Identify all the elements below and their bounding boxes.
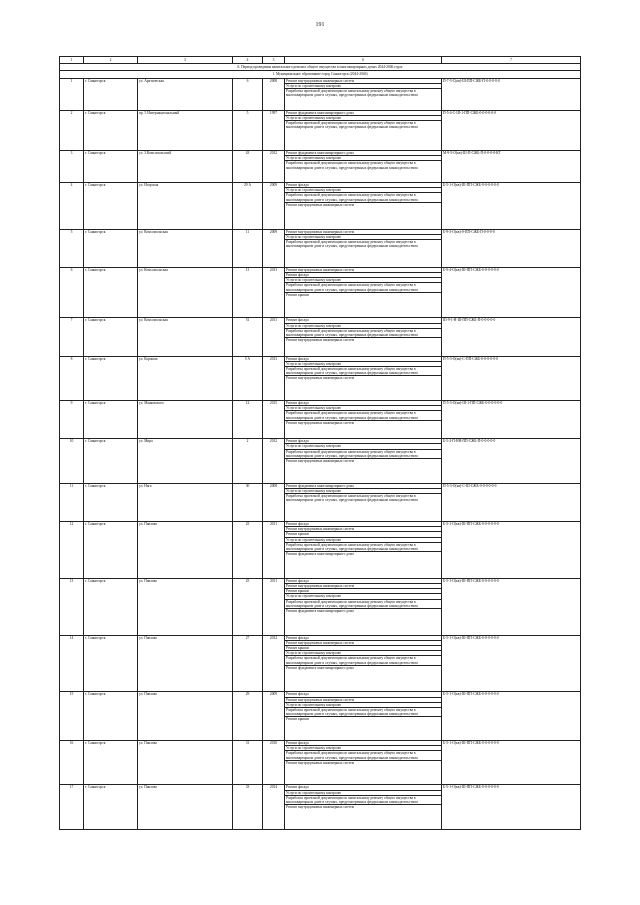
building-code: Ш-9-1-Н-Ш-ПП-СЖБ-П-0-0-0-0-0	[443, 318, 496, 323]
work-item: Ремонт фундамента многоквартирного дома	[286, 608, 354, 613]
year-cell: 2013	[263, 267, 285, 318]
work-item: Услуги по строительному контролю	[285, 488, 441, 493]
building-code: Б-5-1-О(кв)-Ш-ПП-СЖБ-0-0-0-0-0-0	[443, 578, 499, 583]
page-number: 191	[315, 22, 325, 28]
works-list	[285, 785, 441, 809]
works-list	[285, 79, 441, 98]
code-cell	[442, 578, 581, 635]
works-list	[285, 111, 441, 130]
work-item: Ремонт внутридомовых инженерных систем	[285, 268, 441, 273]
street-cell: ул. 3 Комсомольский	[138, 150, 233, 182]
table-row	[60, 439, 581, 483]
work-item: Услуги по строительному контролю	[285, 746, 441, 751]
year-cell: 2011	[263, 578, 285, 635]
works-list	[285, 230, 441, 249]
street-cell: ул. Павлова	[138, 740, 233, 784]
work-item: Ремонт внутридомовых инженерных систем	[285, 640, 441, 645]
table-row	[60, 356, 581, 400]
code-cell	[442, 229, 581, 267]
house-number-cell: 43	[233, 150, 263, 182]
code-list	[442, 318, 580, 322]
work-item: Ремонт внутридомовых инженерных систем	[286, 805, 354, 810]
work-item: Ремонт внутридомовых инженерных систем	[286, 202, 354, 207]
work-item: Ремонт внутридомовых инженерных систем	[285, 583, 441, 588]
work-item: Ремонт крыши	[285, 532, 441, 537]
code-list	[442, 741, 580, 745]
table-row	[60, 635, 581, 692]
works-list	[285, 268, 441, 297]
code-list	[442, 111, 580, 115]
works-cell	[285, 740, 442, 784]
work-item: Услуги по строительному контролю	[285, 406, 441, 411]
works-cell	[285, 78, 442, 110]
works-list	[285, 318, 441, 342]
building-code: Б-5-1-О(кв)-Ш-ПП-СЖБ-0-0-0-0-0-0	[443, 692, 499, 697]
building-code: Б-9-4-О(кв)-Ш-ПП-СЖБ-0-0-0-0-0-0	[443, 267, 499, 272]
work-item: Ремонт внутридомовых инженерных систем	[285, 230, 441, 235]
works-cell	[285, 578, 442, 635]
work-item: Ремонт внутридомовых инженерных систем	[285, 79, 441, 84]
works-cell	[285, 183, 442, 230]
work-item: Разработка проектной документации по капитальному ремонту общего имущества в многоквартирном доме в случаях, предусмотренных федеральным законодательством	[286, 494, 418, 503]
work-item: Разработка проектной документации по капитальному ремонту общего имущества в многоквартирном доме в случаях, предусмотренных федеральным законодательством	[286, 121, 418, 130]
work-item: Услуги по строительному контролю	[285, 444, 441, 449]
street-cell: ул. Арктическая	[138, 78, 233, 110]
works-list	[285, 183, 441, 207]
work-item: Разработка проектной документации по капитальному ремонту общего имущества в многоквартирном доме в случаях, предусмотренных федеральным законодательством	[285, 367, 441, 376]
work-item: Разработка проектной документации по капитальному ремонту общего имущества в многоквартирном доме в случаях, предусмотренных федеральным законодательством	[285, 283, 441, 292]
work-item: Ремонт фасада	[285, 272, 441, 277]
code-cell	[442, 150, 581, 182]
street-cell: ул. Нага	[138, 483, 233, 521]
code-cell	[442, 318, 581, 356]
works-list	[285, 741, 441, 765]
year-cell: 2009	[263, 183, 285, 230]
row-number: 1	[60, 78, 84, 110]
city-cell: г. Саяногорск	[84, 692, 138, 741]
code-cell	[442, 267, 581, 318]
city-cell: г. Саяногорск	[84, 267, 138, 318]
table-row	[60, 267, 581, 318]
work-item: Услуги по строительному контролю	[285, 156, 441, 161]
work-item: Ремонт фасада	[285, 318, 441, 323]
code-cell	[442, 439, 581, 483]
year-cell: 2009	[263, 229, 285, 267]
year-cell: 2012	[263, 635, 285, 692]
house-number-cell: 51	[233, 318, 263, 356]
house-number-cell: 29	[233, 692, 263, 741]
work-item: Разработка проектной документации по капитальному ремонту общего имущества в многоквартирном доме в случаях, предусмотренных федеральным законодательством	[285, 542, 441, 551]
code-cell	[442, 183, 581, 230]
building-code: Б-5-1-О(кв)-Ш-ПП-СЖБ-0-0-0-0-0-0	[443, 785, 499, 790]
column-header: 2	[84, 57, 138, 64]
code-list	[442, 230, 580, 234]
works-cell	[285, 229, 442, 267]
house-number-cell: 5 А	[233, 356, 263, 400]
work-item: Ремонт внутридомовых инженерных систем	[285, 697, 441, 702]
code-cell	[442, 356, 581, 400]
row-number: 10	[60, 439, 84, 483]
work-item: Разработка проектной документации по капитальному ремонту общего имущества в многоквартирном доме в случаях, предусмотренных федеральным законодательством	[286, 239, 418, 249]
code-cell	[442, 635, 581, 692]
city-cell: г. Саяногорск	[84, 318, 138, 356]
work-item: Услуги по строительному контролю	[285, 115, 441, 120]
code-list	[442, 785, 580, 789]
code-cell	[442, 78, 581, 110]
row-number: 4	[60, 183, 84, 230]
work-item: Услуги по строительному контролю	[285, 323, 441, 328]
work-item: Услуги по строительному контролю	[285, 361, 441, 366]
city-cell: г. Саяногорск	[84, 150, 138, 182]
city-cell: г. Саяногорск	[84, 356, 138, 400]
house-number-cell: 5	[233, 110, 263, 150]
work-item: Услуги по строительному контролю	[285, 83, 441, 88]
work-item: Ремонт фундамента многоквартирного дома	[285, 484, 441, 489]
code-cell	[442, 740, 581, 784]
table-row	[60, 578, 581, 635]
building-code: М-9-5-О(кв)-Ш-П-СЖБ-П-0-0-0-0-КТ	[443, 150, 501, 155]
street-cell: ул. Маяковского	[138, 401, 233, 439]
row-number: 8	[60, 356, 84, 400]
work-item: Ремонт фасада	[285, 183, 441, 188]
year-cell: 2014	[263, 785, 285, 830]
year-cell: 2008	[263, 483, 285, 521]
row-number: 5	[60, 229, 84, 267]
work-item: Разработка проектной документации по капитальному ремонту общего имущества в многоквартирном доме в случаях, предусмотренных федеральным законодательством	[285, 599, 441, 608]
work-item: Разработка проектной документации по капитальному ремонту общего имущества в многоквартирном доме в случаях, предусмотренных федеральным законодательством	[286, 89, 418, 98]
year-cell: 2012	[263, 150, 285, 182]
street-cell: ул. Коржова	[138, 356, 233, 400]
street-cell: ул. Павлова	[138, 578, 233, 635]
street-cell: пр. 5 Интернациональный	[138, 110, 233, 150]
table-row	[60, 521, 581, 578]
building-code: Б-5-1-О(кв)-Ш-ПП-СЖБ-0-0-0-0-0-0	[443, 635, 499, 640]
work-item: Услуги по строительному контролю	[285, 537, 441, 542]
work-item: Ремонт внутридомовых инженерных систем	[286, 760, 354, 765]
building-code: П-5-4-С-Ш-1-ПП-СЖБ-0-0-0-0-0-0	[443, 110, 497, 115]
works-list	[285, 484, 441, 503]
work-item: Ремонт фасада	[285, 785, 441, 790]
works-list	[285, 579, 441, 613]
code-list	[442, 522, 580, 526]
row-number: 3	[60, 150, 84, 182]
works-list	[285, 522, 441, 556]
code-list	[442, 357, 580, 361]
work-item: Разработка проектной документации по капитальному ремонту общего имущества в многоквартирном доме в случаях, предусмотренных федеральным законодательством	[285, 656, 441, 665]
year-cell: 2011	[263, 521, 285, 578]
row-number: 16	[60, 740, 84, 784]
house-number-cell: 30	[233, 483, 263, 521]
work-item: Ремонт фундамента многоквартирного дома	[286, 552, 354, 557]
work-item: Ремонт фасада	[285, 522, 441, 527]
building-code: П-5-3-О(кв)-Ш-1-ПП-СЖБ-0-0-0-0-0-0	[443, 401, 503, 406]
work-item: Услуги по строительному контролю	[285, 790, 441, 795]
year-cell: 2009	[263, 692, 285, 741]
house-number-cell: 11	[233, 229, 263, 267]
work-item: Ремонт фасада	[285, 579, 441, 584]
house-number-cell: 29 А	[233, 183, 263, 230]
building-code: Б-9-3-О(кв)-0-ПП-СЖБ-П-0-0-0-0	[443, 229, 495, 234]
column-header: 7	[442, 57, 581, 64]
house-number-cell: 33	[233, 785, 263, 830]
city-cell: г. Саяногорск	[84, 78, 138, 110]
street-cell: ул. Павлова	[138, 635, 233, 692]
table-row	[60, 229, 581, 267]
table-row	[60, 785, 581, 830]
work-item: Услуги по строительному контролю	[285, 594, 441, 599]
city-cell: г. Саяногорск	[84, 521, 138, 578]
house-number-cell: 27	[233, 635, 263, 692]
code-cell	[442, 692, 581, 741]
work-item: Разработка проектной документации по капитальному ремонту общего имущества в многоквартирном доме в случаях, предусмотренных федеральным законодательством	[285, 751, 441, 760]
section-title: 6. Период проведения капитального ремонта общего имущества в многоквартирных домах 2044-2046 годах	[60, 64, 581, 71]
column-header: 5	[263, 57, 285, 64]
street-cell: ул. Павлова	[138, 692, 233, 741]
works-cell	[285, 785, 442, 830]
house-number-cell: 25	[233, 578, 263, 635]
code-list	[442, 692, 580, 696]
municipality-row	[60, 71, 581, 78]
house-number-cell: 13	[233, 267, 263, 318]
table-row	[60, 78, 581, 110]
work-item: Ремонт фасада	[285, 741, 441, 746]
table-row	[60, 483, 581, 521]
works-list	[285, 692, 441, 721]
works-cell	[285, 439, 442, 483]
building-code: Б-5-2-П-НН-ПП-СЖБ-П-0-0-0-0-0	[443, 439, 496, 444]
work-item: Ремонт фасада	[285, 357, 441, 362]
city-cell: г. Саяногорск	[84, 578, 138, 635]
year-cell: 1997	[263, 110, 285, 150]
work-item: Ремонт внутридомовых инженерных систем	[286, 420, 354, 425]
work-item: Ремонт фасада	[285, 692, 441, 697]
building-code: П-5-3-О(кв)-С-Ш-СЖБ-0-0-0-0-0-0	[443, 483, 497, 488]
column-header: 1	[60, 57, 84, 64]
work-item: Услуги по строительному контролю	[285, 234, 441, 239]
row-number: 2	[60, 110, 84, 150]
work-item: Ремонт внутридомовых инженерных систем	[285, 527, 441, 532]
year-cell: 2008	[263, 78, 285, 110]
house-number-cell: 31	[233, 740, 263, 784]
works-list	[285, 636, 441, 670]
works-cell	[285, 110, 442, 150]
code-cell	[442, 401, 581, 439]
work-item: Разработка проектной документации по капитальному ремонту общего имущества в многоквартирном доме в случаях, предусмотренных федеральным законодательством	[285, 328, 441, 337]
city-cell: г. Саяногорск	[84, 635, 138, 692]
table-row	[60, 110, 581, 150]
street-cell: ул. Игарская	[138, 183, 233, 230]
year-cell: 2011	[263, 318, 285, 356]
code-cell	[442, 110, 581, 150]
works-cell	[285, 635, 442, 692]
work-item: Разработка проектной документации по капитальному ремонту общего имущества в многоквартирном доме в случаях, предусмотренных федеральным законодательством	[285, 193, 441, 202]
code-list	[442, 579, 580, 583]
table-row	[60, 401, 581, 439]
works-list	[285, 439, 441, 463]
table-row	[60, 318, 581, 356]
row-number: 9	[60, 401, 84, 439]
street-cell: ул. Мира	[138, 439, 233, 483]
work-item: Услуги по строительному контролю	[285, 702, 441, 707]
table-row	[60, 692, 581, 741]
capital-repair-table	[59, 56, 581, 830]
work-item: Ремонт фундамента многоквартирного дома	[285, 151, 441, 156]
city-cell: г. Саяногорск	[84, 401, 138, 439]
table-row	[60, 150, 581, 182]
row-number: 6	[60, 267, 84, 318]
works-cell	[285, 692, 442, 741]
works-cell	[285, 267, 442, 318]
year-cell: 2013	[263, 356, 285, 400]
work-item: Разработка проектной документации по капитальному ремонту общего имущества в многоквартирном доме в случаях, предусмотренных федеральным законодательством	[285, 411, 441, 420]
work-item: Разработка проектной документации по капитальному ремонту общего имущества в многоквартирном доме в случаях, предусмотренных федеральным законодательством	[285, 795, 441, 804]
municipality-title: 1. Муниципальное образование город Саяногорск (2044-2046)	[60, 71, 581, 78]
street-cell: ул. Павлова	[138, 521, 233, 578]
city-cell: г. Саяногорск	[84, 110, 138, 150]
table-row	[60, 740, 581, 784]
work-item: Ремонт фундамента многоквартирного дома	[286, 665, 354, 670]
city-cell: г. Саяногорск	[84, 439, 138, 483]
works-cell	[285, 318, 442, 356]
street-cell: ул. Комсомольская	[138, 229, 233, 267]
house-number-cell: 12	[233, 401, 263, 439]
street-cell: ул. Комсомольская	[138, 267, 233, 318]
building-code: Б-5-1-О(кв)-Ш-ПП-СЖБ-0-0-0-0-0-0	[443, 740, 499, 745]
building-code: П-5-3-О(кв)-С-ПП-СЖБ-0-0-0-0-0-0	[443, 356, 499, 361]
city-cell: г. Саяногорск	[84, 229, 138, 267]
work-item: Разработка проектной документации по капитальному ремонту общего имущества в многоквартирном доме в случаях, предусмотренных федеральным законодательством	[285, 708, 441, 717]
work-item: Ремонт фундамента многоквартирного дома	[285, 111, 441, 116]
works-list	[285, 151, 441, 170]
section-title-row	[60, 64, 581, 71]
building-code: П-7-3-С(кв)-Ш-ПП-СЖБ-П-0-0-0-0-0	[443, 78, 500, 83]
building-code: Б-5-1-О(кв)-Ш-ПП-СЖБ-0-0-0-0-0-0	[443, 183, 499, 188]
column-header: 6	[285, 57, 442, 64]
row-number: 13	[60, 578, 84, 635]
column-header: 3	[138, 57, 233, 64]
works-cell	[285, 521, 442, 578]
city-cell: г. Саяногорск	[84, 740, 138, 784]
row-number: 11	[60, 483, 84, 521]
year-cell: 2015	[263, 401, 285, 439]
works-cell	[285, 150, 442, 182]
row-number: 12	[60, 521, 84, 578]
year-cell: 2012	[263, 439, 285, 483]
table-row	[60, 183, 581, 230]
work-item: Ремонт крыши	[286, 717, 309, 722]
city-cell: г. Саяногорск	[84, 183, 138, 230]
house-number-cell: 25	[233, 521, 263, 578]
work-item: Ремонт крыши	[285, 589, 441, 594]
works-cell	[285, 483, 442, 521]
code-cell	[442, 785, 581, 830]
works-cell	[285, 401, 442, 439]
house-number-cell: 2	[233, 439, 263, 483]
code-list	[442, 183, 580, 187]
code-list	[442, 401, 580, 405]
works-list	[285, 401, 441, 425]
work-item: Ремонт фасада	[285, 636, 441, 641]
work-item: Разработка проектной документации по капитальному ремонту общего имущества в многоквартирном доме в случаях, предусмотренных федеральным законодательством	[285, 449, 441, 458]
row-number: 14	[60, 635, 84, 692]
city-cell: г. Саяногорск	[84, 483, 138, 521]
building-code: Б-5-1-О(кв)-Ш-ПП-СЖБ-0-0-0-0-0-0	[443, 521, 499, 526]
city-cell: г. Саяногорск	[84, 785, 138, 830]
year-cell: 2010	[263, 740, 285, 784]
work-item: Ремонт крыши	[285, 645, 441, 650]
code-list	[442, 439, 580, 443]
code-list	[442, 151, 580, 155]
work-item: Ремонт крыши	[286, 292, 309, 297]
street-cell: ул. Комсомольская	[138, 318, 233, 356]
house-number-cell: 6	[233, 78, 263, 110]
work-item: Ремонт внутридомовых инженерных систем	[286, 459, 354, 464]
column-number-row	[60, 57, 581, 64]
work-item: Ремонт внутридомовых инженерных систем	[286, 376, 354, 381]
column-header: 4	[233, 57, 263, 64]
code-list	[442, 484, 580, 488]
work-item: Услуги по строительному контролю	[285, 188, 441, 193]
code-cell	[442, 483, 581, 521]
row-number: 15	[60, 692, 84, 741]
work-item: Разработка проектной документации по капитальному ремонту общего имущества в многоквартирном доме в случаях, предусмотренных федеральным законодательством	[286, 161, 418, 170]
works-cell	[285, 356, 442, 400]
row-number: 7	[60, 318, 84, 356]
row-number: 17	[60, 785, 84, 830]
work-item: Услуги по строительному контролю	[285, 651, 441, 656]
street-cell: ул. Павлова	[138, 785, 233, 830]
work-item: Ремонт внутридомовых инженерных систем	[286, 338, 354, 343]
code-list	[442, 79, 580, 83]
code-list	[442, 268, 580, 272]
work-item: Ремонт фасада	[285, 439, 441, 444]
work-item: Услуги по строительному контролю	[285, 278, 441, 283]
code-cell	[442, 521, 581, 578]
works-list	[285, 357, 441, 381]
work-item: Ремонт фасада	[285, 401, 441, 406]
code-list	[442, 636, 580, 640]
